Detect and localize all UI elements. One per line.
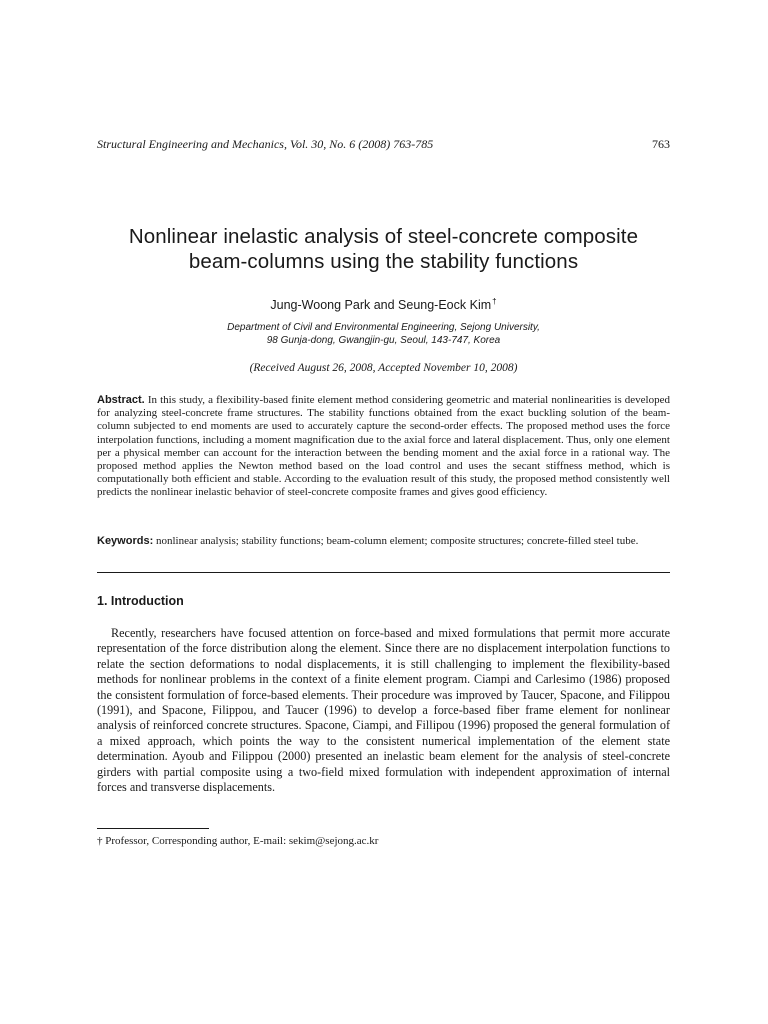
section-heading: 1. Introduction <box>97 594 184 608</box>
affiliation-line-1: Department of Civil and Environmental Engineering, Sejong University, <box>227 322 540 333</box>
author-names: Jung-Woong Park and Seung-Eock Kim <box>270 298 492 312</box>
footnote: † Professor, Corresponding author, E-mail: sekim@sejong.ac.kr <box>97 835 379 847</box>
affiliation-line-2: 98 Gunja-dong, Gwangjin-gu, Seoul, 143-747, Korea <box>266 335 501 346</box>
footnote-divider <box>97 828 209 829</box>
section-divider <box>97 572 670 573</box>
abstract-text: In this study, a flexibility-based finite element method considering geometric and material nonlinearities is developed for analyzing steel-concrete frame structures. The stability functions obtained from the exact buckling solution of the beam-column subjected to end moments are used to accurately capture the second-order effects. The proposed method uses the force interpolation functions, including a moment magnification due to the axial force and lateral displacement. Thus, only one element per a physical member can account for the interaction between the bending moment and the axial force in a rational way. The proposed method applies the Newton method based on the load control and uses the secant stiffness method, which is computationally both efficient and stable. According to the evaluation result of this study, the proposed method consistently well predicts the nonlinear inelastic behavior of steel-concrete composite frames and gives good efficiency. <box>97 394 670 499</box>
received-dates: (Received August 26, 2008, Accepted November 10, 2008) <box>249 362 518 374</box>
paper-title: Nonlinear inelastic analysis of steel-concrete composite beam-columns using the stability functions <box>128 225 639 273</box>
keywords-text: nonlinear analysis; stability functions; beam-column element; composite structures; concrete-filled steel tube. <box>156 535 639 547</box>
paper-page <box>97 0 670 1024</box>
affiliation <box>97 321 670 347</box>
running-head <box>97 137 670 151</box>
journal-citation: Structural Engineering and Mechanics, Vol. 30, No. 6 (2008) 763-785 <box>97 137 434 151</box>
corresponding-author-mark: † <box>492 297 497 306</box>
authors <box>97 294 670 313</box>
abstract-label: Abstract. <box>97 394 145 406</box>
keywords-label: Keywords: <box>97 535 154 547</box>
introduction-paragraph: Recently, researchers have focused attention on force-based and mixed formulations that permit more accurate representation of the force distribution along the element. Since there are no displacement interpolation functions to relate the section deformations to nodal displacements, it is still challenging to implement the flexibility-based methods for nonlinear problems in the context of a finite element program. Ciampi and Carlesimo (1986) proposed the consistent formulation of force-based elements. Their procedure was improved by Taucer, Spacone, and Filippou (1991), and Spacone, Filippou, and Taucer (1996) to develop a force-based fiber frame element for nonlinear analysis of reinforced concrete structures. Spacone, Ciampi, and Fillipou (1996) proposed the general formulation of a mixed approach, which points the way to the consistent numerical implementation of the element state determination. Ayoub and Filippou (2000) presented an inelastic beam element for the analysis of steel-concrete girders with partial composite using a two-field mixed formulation with independent approximation of internal forces and transverse displacements. <box>97 626 670 795</box>
page-number: 763 <box>652 137 670 151</box>
keywords <box>97 535 670 548</box>
abstract <box>97 394 670 500</box>
